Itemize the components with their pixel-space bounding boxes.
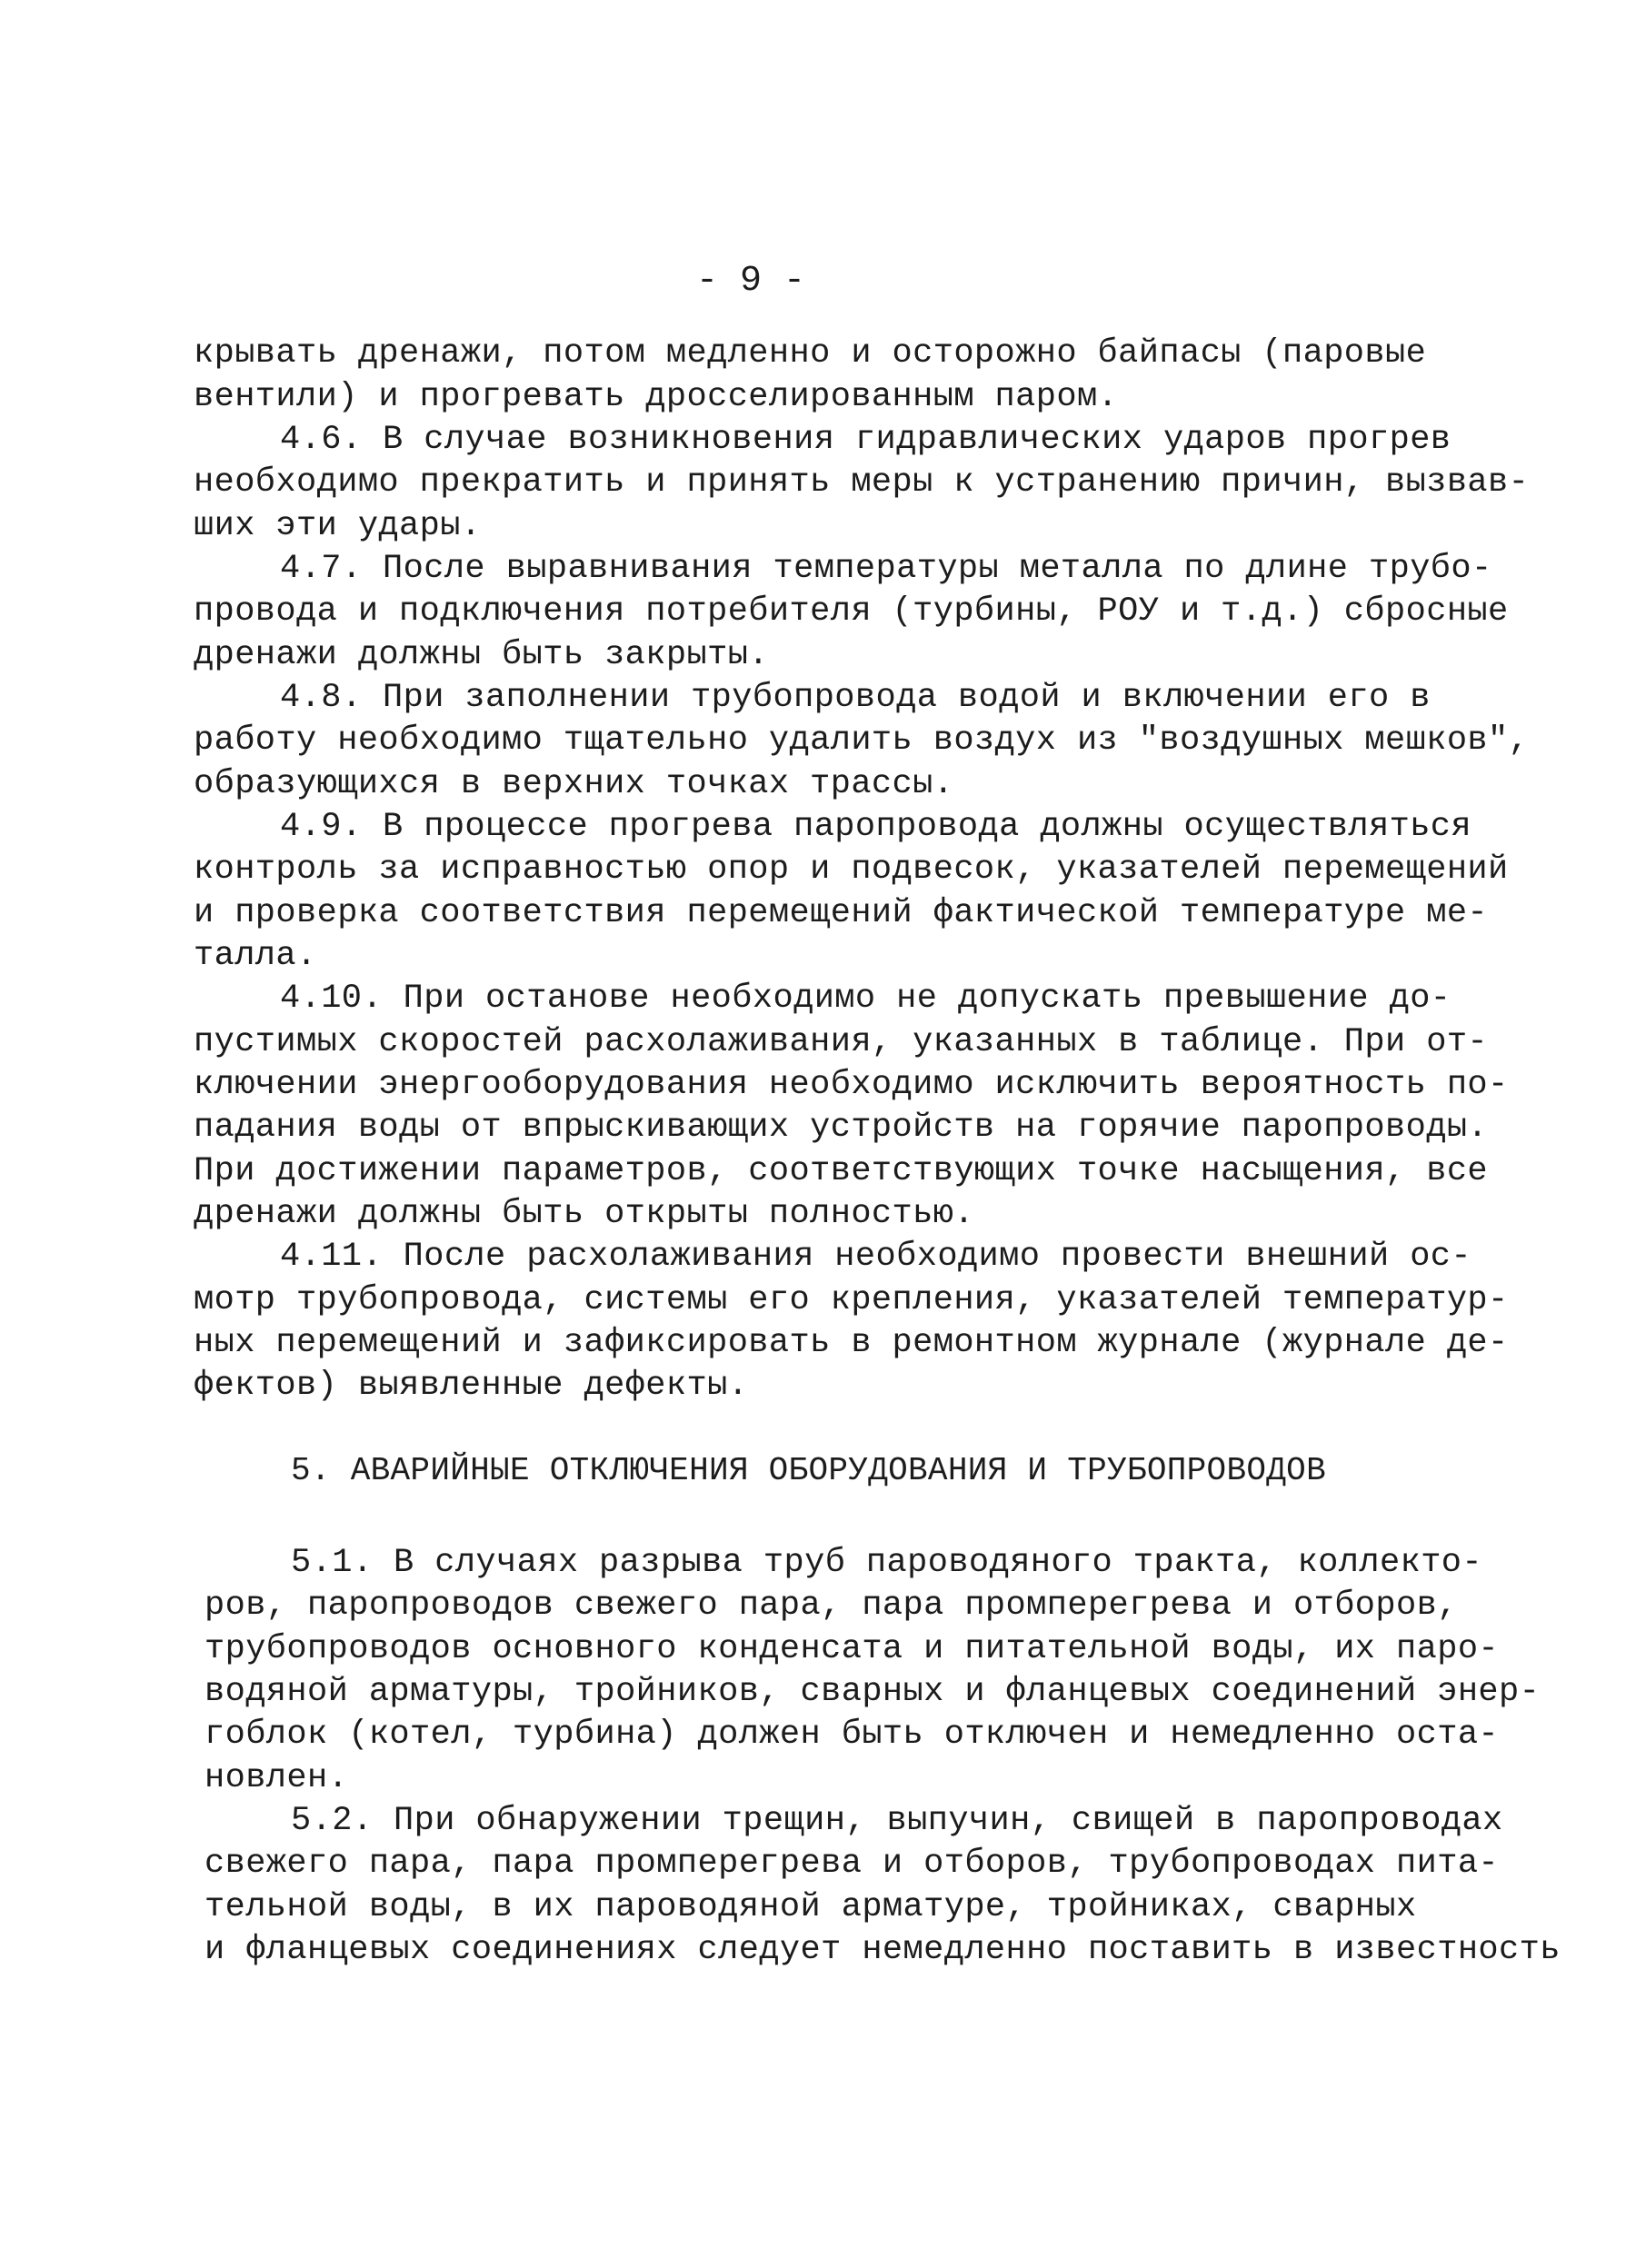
text-line: новлен. [204,1759,349,1797]
text-line: пустимых скоростей расхолаживания, указанных в таблице. При от- [194,1023,1489,1061]
text-line: При достижении параметров, соответствующих точке насыщения, все [194,1152,1489,1190]
text-line: и проверка соответствия перемещений фактической температуре ме- [194,894,1489,932]
text-line: ров, паропроводов свежего пара, пара промперегрева и отборов, [204,1587,1458,1625]
text-line: ключении энергооборудования необходимо исключить вероятность по- [194,1066,1509,1104]
text-line: ных перемещений и зафиксировать в ремонтном журнале (журнале де- [194,1324,1509,1362]
page-number: - 9 - [696,261,806,302]
text-line: дренажи должны быть открыты полностью. [194,1195,974,1233]
section-heading: 5. АВАРИЙНЫЕ ОТКЛЮЧЕНИЯ ОБОРУДОВАНИЯ И ТРУБОПРОВОДОВ [291,1452,1326,1489]
text-line: 4.8. При заполнении трубопровода водой и включении его в [280,679,1431,717]
text-line: свежего пара, пара промперегрева и отборов, трубопроводах пита- [204,1845,1500,1883]
text-line: дренажи должны быть закрыты. [194,636,769,674]
text-line: 4.7. После выравнивания температуры металла по длине трубо- [280,550,1492,588]
text-line: провода и подключения потребителя (турбины, РОУ и т.д.) сбросные [194,592,1509,631]
text-line: мотр трубопровода, системы его крепления, указателей температур- [194,1281,1509,1319]
text-line: и фланцевых соединениях следует немедленно поставить в известность [204,1931,1561,1969]
text-line: 5.2. При обнаружении трещин, выпучин, свищей в паропроводах [291,1802,1503,1840]
text-line: работу необходимо тщательно удалить воздух из "воздушных мешков", [194,721,1530,760]
text-line: тельной воды, в их пароводяной арматуре, тройниках, сварных [204,1888,1417,1926]
text-line: водяной арматуры, тройников, сварных и фланцевых соединений энер- [204,1673,1541,1711]
text-line: 4.10. При останове необходимо не допускать превышение до- [280,980,1451,1018]
text-line: 4.6. В случае возникновения гидравлических ударов прогрев [280,421,1451,459]
text-line: гоблок (котел, турбина) должен быть отключен и немедленно оста- [204,1716,1500,1754]
text-line: необходимо прекратить и принять меры к устранению причин, вызвав- [194,463,1530,502]
text-line: талла. [194,937,317,975]
text-line: фектов) выявленные дефекты. [194,1367,749,1405]
text-line: падания воды от впрыскивающих устройств на горячие паропроводы. [194,1109,1489,1147]
text-line: вентили) и прогревать дросселированным паром. [194,378,1119,416]
text-line: ших эти удары. [194,507,482,545]
text-line: 4.9. В процессе прогрева паропровода должны осуществляться [280,808,1472,846]
text-line: контроль за исправностью опор и подвесок, указателей перемещений [194,850,1509,889]
text-line: трубопроводов основного конденсата и питательной воды, их паро- [204,1630,1500,1668]
text-line: крывать дренажи, потом медленно и осторожно байпасы (паровые [194,334,1427,373]
text-line: 4.11. После расхолаживания необходимо провести внешний ос- [280,1238,1472,1276]
text-line: образующихся в верхних точках трассы. [194,765,954,803]
text-line: 5.1. В случаях разрыва труб пароводяного тракта, коллекто- [291,1544,1483,1582]
